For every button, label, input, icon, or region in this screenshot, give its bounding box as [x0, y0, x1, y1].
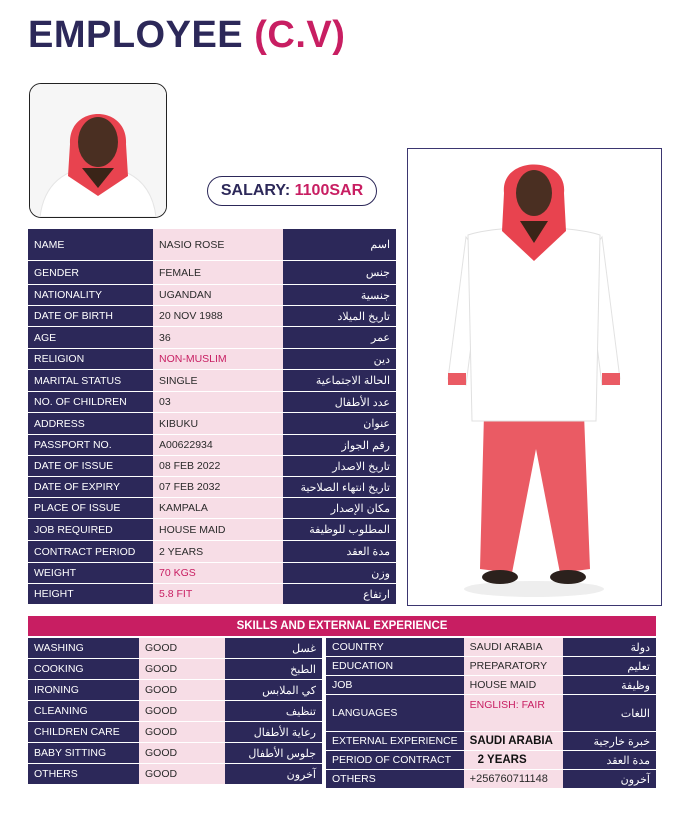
skill-label: OTHERS: [28, 764, 139, 785]
row-arabic-label: الحالة الاجتماعية: [283, 370, 396, 392]
skill-value: GOOD: [139, 743, 225, 764]
table-row: [326, 751, 656, 770]
row-arabic-label: تاريخ انتهاء الصلاحية: [283, 477, 396, 498]
row-value: A00622934: [153, 435, 283, 456]
row-label: ADDRESS: [28, 413, 153, 435]
experience-table: [326, 637, 656, 789]
row-value: 20 NOV 1988: [153, 306, 283, 327]
row-label: JOB REQUIRED: [28, 519, 153, 541]
row-value: 70 KGS: [153, 563, 283, 584]
experience-label: COUNTRY: [326, 638, 464, 657]
table-row: [326, 695, 656, 732]
skill-arabic-label: تنظيف: [225, 701, 322, 722]
row-label: WEIGHT: [28, 563, 153, 584]
row-label: RELIGION: [28, 349, 153, 370]
portrait-photo: [29, 83, 167, 218]
row-value: KIBUKU: [153, 413, 283, 435]
title-main: EMPLOYEE: [28, 14, 244, 56]
experience-arabic-label: دولة: [563, 638, 656, 657]
skill-label: CLEANING: [28, 701, 139, 722]
table-row: [28, 477, 396, 498]
table-row: [326, 770, 656, 789]
table-row: [28, 519, 396, 541]
skill-arabic-label: رعاية الأطفال: [225, 722, 322, 743]
row-label: HEIGHT: [28, 584, 153, 605]
experience-value: SAUDI ARABIA: [464, 638, 563, 657]
row-label: DATE OF ISSUE: [28, 456, 153, 477]
row-label: CONTRACT PERIOD: [28, 541, 153, 563]
table-row: [326, 657, 656, 676]
row-value: 2 YEARS: [153, 541, 283, 563]
table-row: [28, 659, 322, 680]
full-body-photo: [407, 148, 662, 606]
table-row: [28, 680, 322, 701]
skill-arabic-label: الطبخ: [225, 659, 322, 680]
salary-badge: [207, 176, 377, 206]
table-row: [28, 701, 322, 722]
table-row: [28, 229, 396, 261]
skill-label: IRONING: [28, 680, 139, 701]
table-row: [28, 413, 396, 435]
row-arabic-label: تاريخ الميلاد: [283, 306, 396, 327]
row-value: SINGLE: [153, 370, 283, 392]
page-title: [28, 14, 345, 57]
experience-arabic-label: وظيفة: [563, 676, 656, 695]
experience-label: JOB: [326, 676, 464, 695]
table-row: [326, 676, 656, 695]
row-label: DATE OF EXPIRY: [28, 477, 153, 498]
row-value: 5.8 FIT: [153, 584, 283, 605]
skill-value: GOOD: [139, 722, 225, 743]
table-row: [28, 498, 396, 519]
experience-arabic-label: تعليم: [563, 657, 656, 676]
table-row: [28, 638, 322, 659]
experience-arabic-label: مدة العقد: [563, 751, 656, 770]
table-row: [28, 764, 322, 785]
skill-value: GOOD: [139, 701, 225, 722]
salary-value: 1100SAR: [294, 182, 364, 199]
table-row: [28, 563, 396, 584]
skills-section-header: SKILLS AND EXTERNAL EXPERIENCE: [28, 616, 656, 636]
table-row: [28, 722, 322, 743]
row-label: AGE: [28, 327, 153, 349]
row-value: HOUSE MAID: [153, 519, 283, 541]
row-value: 03: [153, 392, 283, 413]
table-row: [28, 349, 396, 370]
table-row: [28, 392, 396, 413]
row-arabic-label: عمر: [283, 327, 396, 349]
experience-label: EDUCATION: [326, 657, 464, 676]
row-value: 08 FEB 2022: [153, 456, 283, 477]
experience-arabic-label: آخرون: [563, 770, 656, 789]
skill-arabic-label: كي الملابس: [225, 680, 322, 701]
table-row: [28, 285, 396, 306]
row-arabic-label: عدد الأطفال: [283, 392, 396, 413]
experience-label: LANGUAGES: [326, 695, 464, 732]
row-arabic-label: جنسية: [283, 285, 396, 306]
skill-value: GOOD: [139, 659, 225, 680]
row-arabic-label: مكان الإصدار: [283, 498, 396, 519]
experience-value: ENGLISH: FAIR: [464, 695, 563, 732]
row-label: NAME: [28, 229, 153, 261]
skill-value: GOOD: [139, 638, 225, 659]
row-arabic-label: المطلوب للوظيفة: [283, 519, 396, 541]
row-arabic-label: مدة العقد: [283, 541, 396, 563]
table-row: [326, 732, 656, 751]
row-label: PASSPORT NO.: [28, 435, 153, 456]
skills-table: [28, 637, 322, 785]
row-arabic-label: عنوان: [283, 413, 396, 435]
table-row: [28, 435, 396, 456]
table-row: [28, 327, 396, 349]
experience-value: +256760711148: [464, 770, 563, 789]
row-value: NON-MUSLIM: [153, 349, 283, 370]
experience-label: OTHERS: [326, 770, 464, 789]
row-value: KAMPALA: [153, 498, 283, 519]
row-arabic-label: رقم الجواز: [283, 435, 396, 456]
row-arabic-label: اسم: [283, 229, 396, 261]
skill-label: COOKING: [28, 659, 139, 680]
experience-label: PERIOD OF CONTRACT: [326, 751, 464, 770]
row-value: 36: [153, 327, 283, 349]
row-label: NATIONALITY: [28, 285, 153, 306]
experience-value: SAUDI ARABIA: [464, 732, 563, 751]
row-arabic-label: جنس: [283, 261, 396, 285]
row-arabic-label: دين: [283, 349, 396, 370]
row-arabic-label: ارتفاع: [283, 584, 396, 605]
experience-label: EXTERNAL EXPERIENCE: [326, 732, 464, 751]
skill-label: WASHING: [28, 638, 139, 659]
experience-value: 2 YEARS: [464, 751, 563, 770]
table-row: [28, 306, 396, 327]
table-row: [28, 456, 396, 477]
title-sub: (C.V): [254, 14, 346, 56]
table-row: [28, 261, 396, 285]
row-arabic-label: وزن: [283, 563, 396, 584]
skill-arabic-label: غسل: [225, 638, 322, 659]
skill-arabic-label: آخرون: [225, 764, 322, 785]
table-row: [28, 584, 396, 605]
row-value: FEMALE: [153, 261, 283, 285]
experience-arabic-label: اللغات: [563, 695, 656, 732]
experience-arabic-label: خبرة خارجية: [563, 732, 656, 751]
row-label: PLACE OF ISSUE: [28, 498, 153, 519]
table-row: [28, 370, 396, 392]
row-value: UGANDAN: [153, 285, 283, 306]
personal-details-table: [28, 228, 396, 605]
skill-value: GOOD: [139, 764, 225, 785]
skill-label: BABY SITTING: [28, 743, 139, 764]
experience-value: HOUSE MAID: [464, 676, 563, 695]
row-value: 07 FEB 2032: [153, 477, 283, 498]
row-label: NO. OF CHILDREN: [28, 392, 153, 413]
table-row: [326, 638, 656, 657]
table-row: [28, 743, 322, 764]
row-arabic-label: تاريخ الاصدار: [283, 456, 396, 477]
row-label: MARITAL STATUS: [28, 370, 153, 392]
row-label: GENDER: [28, 261, 153, 285]
row-label: DATE OF BIRTH: [28, 306, 153, 327]
skill-label: CHILDREN CARE: [28, 722, 139, 743]
salary-label: SALARY:: [220, 182, 291, 199]
skill-value: GOOD: [139, 680, 225, 701]
skill-arabic-label: جلوس الأطفال: [225, 743, 322, 764]
table-row: [28, 541, 396, 563]
experience-value: PREPARATORY: [464, 657, 563, 676]
row-value: NASIO ROSE: [153, 229, 283, 261]
